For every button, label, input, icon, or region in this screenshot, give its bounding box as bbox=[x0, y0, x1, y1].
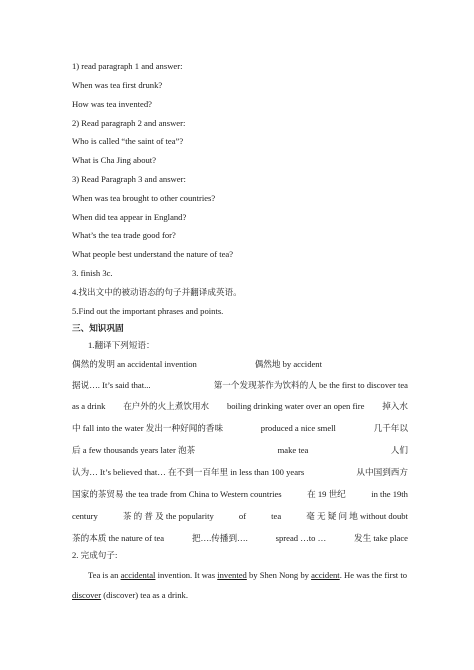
phrase-row-4 bbox=[72, 423, 408, 434]
phrase-row-1 bbox=[72, 359, 322, 370]
question-3-title: 3) Read Paragraph 3 and answer: bbox=[72, 174, 186, 184]
phrase: produced a nice smell bbox=[260, 423, 336, 433]
question-3b: When did tea appear in England? bbox=[72, 212, 187, 222]
answer-blank: invented bbox=[217, 570, 247, 580]
phrase: 国家的茶贸易 the tea trade from China to Western countries bbox=[72, 489, 282, 499]
phrase: 在 19 世纪 bbox=[307, 489, 346, 499]
phrase: make tea bbox=[277, 445, 309, 455]
question-3d: What people best understand the nature of tea? bbox=[72, 249, 234, 259]
question-2b: What is Cha Jing about? bbox=[72, 155, 157, 165]
phrase-row-2 bbox=[72, 380, 408, 391]
question-3c: What’s the tea trade good for? bbox=[72, 230, 176, 240]
subsection-complete: 2. 完成句子: bbox=[72, 550, 118, 560]
question-3a: When was tea brought to other countries? bbox=[72, 193, 216, 203]
phrase-row-7 bbox=[72, 489, 408, 500]
phrase: spread …to … bbox=[275, 533, 327, 543]
phrase: 几千年以 bbox=[373, 423, 408, 433]
phrase: 从中国到西方 bbox=[356, 467, 408, 477]
phrase: 茶 的 普 及 the popularity bbox=[122, 511, 214, 521]
phrase: 茶的本质 the nature of tea bbox=[72, 533, 165, 543]
phrase: 偶然的发明 an accidental invention bbox=[72, 359, 197, 369]
subsection-translate: 1.翻译下列短语： bbox=[88, 340, 155, 350]
phrase-row-9 bbox=[72, 533, 408, 544]
question-2-title: 2) Read paragraph 2 and answer: bbox=[72, 118, 186, 128]
section-heading: 三、知识巩固 bbox=[72, 323, 124, 333]
phrase: as a drink bbox=[72, 401, 106, 411]
phrase: 发生 take place bbox=[354, 533, 408, 543]
phrase: tea bbox=[271, 511, 282, 521]
phrase: 据说…. It’s said that... bbox=[72, 380, 151, 390]
question-1b: How was tea invented? bbox=[72, 99, 152, 109]
question-1-title: 1) read paragraph 1 and answer: bbox=[72, 61, 183, 71]
question-2a: Who is called “the saint of tea”? bbox=[72, 136, 184, 146]
phrase: 第一个发现茶作为饮料的人 be the first to discover tea bbox=[213, 380, 408, 390]
phrase-row-6 bbox=[72, 467, 408, 478]
phrase-row-5 bbox=[72, 445, 408, 456]
phrase: in the 19th bbox=[371, 489, 408, 499]
phrase: 认为… It’s believed that… 在不到一百年里 in less than 100 years bbox=[72, 467, 305, 477]
answer-blank: discover bbox=[72, 590, 102, 600]
sentence-1: Tea is an accidental invention. It was invented by Shen Nong by accident. He was the first to bbox=[88, 570, 408, 580]
question-1a: When was tea first drunk? bbox=[72, 80, 163, 90]
sentence-2: discover (discover) tea as a drink. bbox=[72, 590, 188, 600]
phrase: 在户外的火上煮饮用水 bbox=[123, 401, 210, 411]
answer-blank: accidental bbox=[120, 570, 156, 580]
phrase: 毫 无 疑 问 地 without doubt bbox=[306, 511, 408, 521]
task-item-3: 3. finish 3c. bbox=[72, 268, 113, 278]
task-item-4: 4.找出文中的被动语态的句子并翻译成英语。 bbox=[72, 287, 242, 297]
phrase-row-8 bbox=[72, 511, 408, 522]
phrase: 人们 bbox=[390, 445, 408, 455]
phrase: 偶然地 by accident bbox=[254, 359, 322, 369]
phrase: 后 a few thousands years later 泡茶 bbox=[72, 445, 196, 455]
phrase: century bbox=[72, 511, 98, 521]
task-item-5: 5.Find out the important phrases and points. bbox=[72, 306, 224, 316]
phrase: of bbox=[238, 511, 247, 521]
phrase: boiling drinking water over an open fire bbox=[226, 401, 365, 411]
answer-blank: accident bbox=[311, 570, 340, 580]
phrase-row-3 bbox=[72, 401, 408, 412]
phrase: 掉入水 bbox=[382, 401, 408, 411]
phrase: 把….传播到…. bbox=[191, 533, 248, 543]
phrase: 中 fall into the water 发出一种好闻的香味 bbox=[72, 423, 224, 433]
